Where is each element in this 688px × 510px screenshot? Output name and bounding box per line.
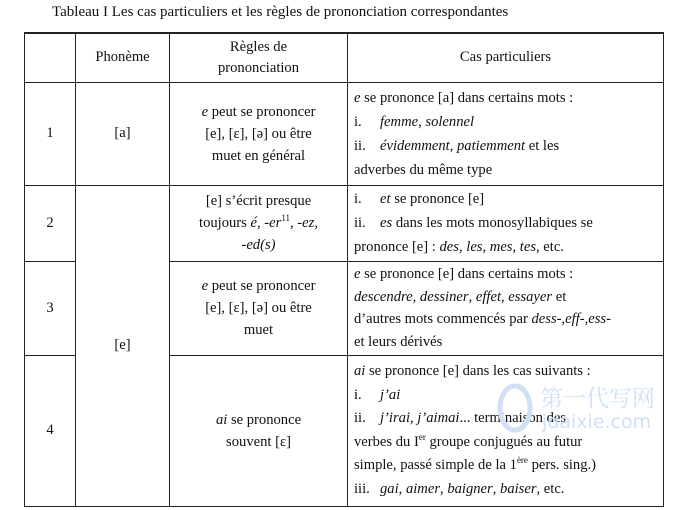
rule-line: muet en général xyxy=(211,147,306,164)
cases-cell xyxy=(348,355,664,506)
cases-line: e se prononce [e] dans certains mots : xyxy=(354,266,574,282)
rule-line: muet xyxy=(243,322,274,338)
cases-cell xyxy=(348,261,664,355)
cases-line: simple, passé simple de la 1ère pers. sing.) xyxy=(354,455,597,473)
table-row xyxy=(25,82,664,185)
table-caption: Tableau I Les cas particuliers et les règles de prononciation correspondantes xyxy=(52,4,509,20)
rule-line: [e] s’écrit presque xyxy=(205,193,312,209)
case-item: ii. es dans les mots monosyllabiques se xyxy=(354,215,593,231)
row-number: 2 xyxy=(25,185,76,261)
rule-line: [e], [ɛ], [ə] ou être xyxy=(205,300,312,316)
rule-cell xyxy=(170,185,348,261)
rule-line: e peut se prononcer xyxy=(201,278,316,294)
cases-intro: e se prononce [a] dans certains mots : xyxy=(354,89,574,106)
rule-line: souvent [ɛ] xyxy=(226,433,291,450)
cases-tail: prononce [e] : des, les, mes, tes, etc. xyxy=(354,239,564,255)
row-number: 4 xyxy=(25,355,76,506)
watermark-url: jdaixie.com xyxy=(542,411,652,433)
rule-cell xyxy=(170,261,348,355)
case-item: iii. gai, aimer, baigner, baiser, etc. xyxy=(354,480,565,497)
phoneme-cell: [e] xyxy=(76,185,170,506)
rule-cell xyxy=(170,355,348,506)
header-number xyxy=(25,33,76,82)
cases-tail: adverbes du même type xyxy=(354,161,493,178)
header-phoneme: Phonème xyxy=(76,33,170,82)
rule-cell xyxy=(170,82,348,185)
header-rules-line: prononciation xyxy=(217,59,300,76)
cases-line: et leurs dérivés xyxy=(354,333,443,350)
rule-line: -ed(s) xyxy=(241,237,276,253)
row-number: 3 xyxy=(25,261,76,355)
pronunciation-table xyxy=(24,32,664,507)
rule-line: ai se prononce xyxy=(215,411,302,428)
cases-line: d’autres mots commencés par dess-,eff-,ess- xyxy=(354,311,611,327)
header-cases: Cas particuliers xyxy=(348,33,664,82)
watermark-cn: 第一代写网 xyxy=(540,386,655,412)
case-item: i. j’ai xyxy=(354,386,401,403)
table-row xyxy=(25,185,664,261)
cases-cell xyxy=(348,185,664,261)
header-rules xyxy=(170,33,348,82)
rule-line: toujours é, $-er^{11}$, -ez, xyxy=(199,213,318,231)
header-row xyxy=(25,33,664,82)
row-number: 1 xyxy=(25,82,76,185)
case-item: i. femme, solennel xyxy=(354,113,475,130)
cases-cell xyxy=(348,82,664,185)
case-item: ii. j’irai, j’aimai... terminaison des xyxy=(354,410,567,426)
rule-line: [e], [ɛ], [ə] ou être xyxy=(205,125,312,142)
cases-line: descendre, dessiner, effet, essayer et xyxy=(354,288,567,305)
cases-intro: ai se prononce [e] dans les cas suivants : xyxy=(354,363,591,379)
case-item: ii. évidemment, patiemment et les xyxy=(354,137,560,154)
cases-line: verbes du Ier groupe conjugués au futur xyxy=(354,431,583,450)
header-rules-line: Règles de xyxy=(229,38,288,55)
case-item: i. et se prononce [e] xyxy=(354,191,485,207)
rule-line: e peut se prononcer xyxy=(201,103,316,120)
phoneme-cell: [a] xyxy=(76,82,170,185)
